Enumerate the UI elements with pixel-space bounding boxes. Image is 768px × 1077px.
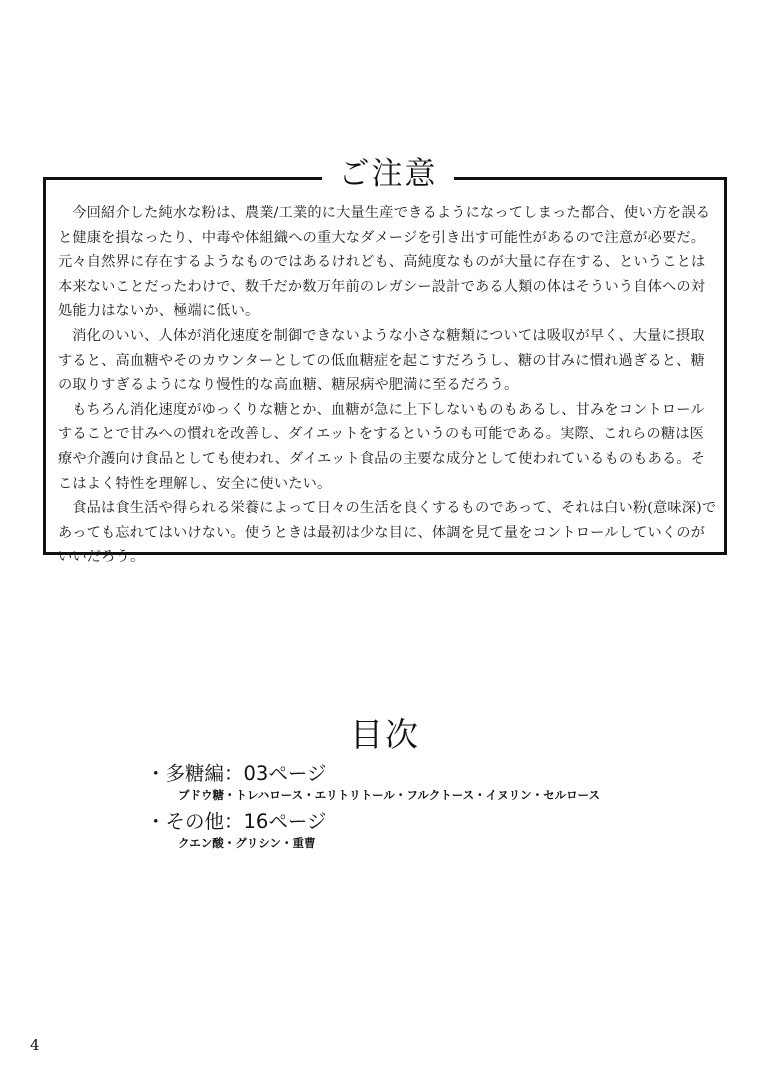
- notice-paragraph-3: もちろん消化速度がゆっくりな糖とか、血糖が急に上下しないものもあるし、甘みをコントロールすることで甘みへの慣れを改善し、ダイエットをするというのも可能である。実際、これらの糖は医療や介護向け食品としても使われ、ダイエット食品の主要な成分として使われているものもある。そこはよく特性を理解し、安全に使いたい。: [58, 401, 706, 492]
- notice-paragraph-2: 消化のいい、人体が消化速度を制御できないような小さな糖類については吸収が早く、大量に摂取すると、高血糖やそのカウンターとしての低血糖症を起こすだろうし、糖の甘みに慣れ過ぎると、糖の取りすぎるようになり慢性的な高血糖、糖尿病や肥満に至るだろう。: [58, 327, 705, 394]
- toc-item-polysaccharides: ・多糖編：03ページ: [146, 762, 327, 785]
- notice-body: [58, 201, 718, 570]
- notice-paragraph-4: 食品は食生活や得られる栄養によって日々の生活を良くするものであって、それは白い粉(意味深)であっても忘れてはいけない。使うときは最初は少な目に、体調を見て量をコントロールしていくのがいいだろう。: [58, 500, 717, 566]
- toc-title: 目次: [350, 715, 420, 754]
- notice-title: ご注意: [322, 152, 454, 196]
- toc-subitems-others: クエン酸・グリシン・重曹: [178, 836, 316, 850]
- notice-paragraph-1: 今回紹介した純水な粉は、農業/工業的に大量生産できるようになってしまった都合、使い方を誤ると健康を損なったり、中毒や体組織への重大なダメージを引き出す可能性があるので注意が必要だ。元々自然界に存在するようなものではあるけれども、高純度なものが大量に存在する、ということは本来ないことだったわけで、数千だか数万年前のレガシー設計である人類の体はそういう自体への対処能力はないか、極端に低い。: [58, 205, 711, 320]
- toc-item-others: ・その他：16ページ: [146, 810, 327, 833]
- page-number: 4: [30, 1036, 40, 1054]
- toc-subitems-polysaccharides: ブドウ糖・トレハロース・エリトリトール・フルクトース・イヌリン・セルロース: [178, 788, 601, 802]
